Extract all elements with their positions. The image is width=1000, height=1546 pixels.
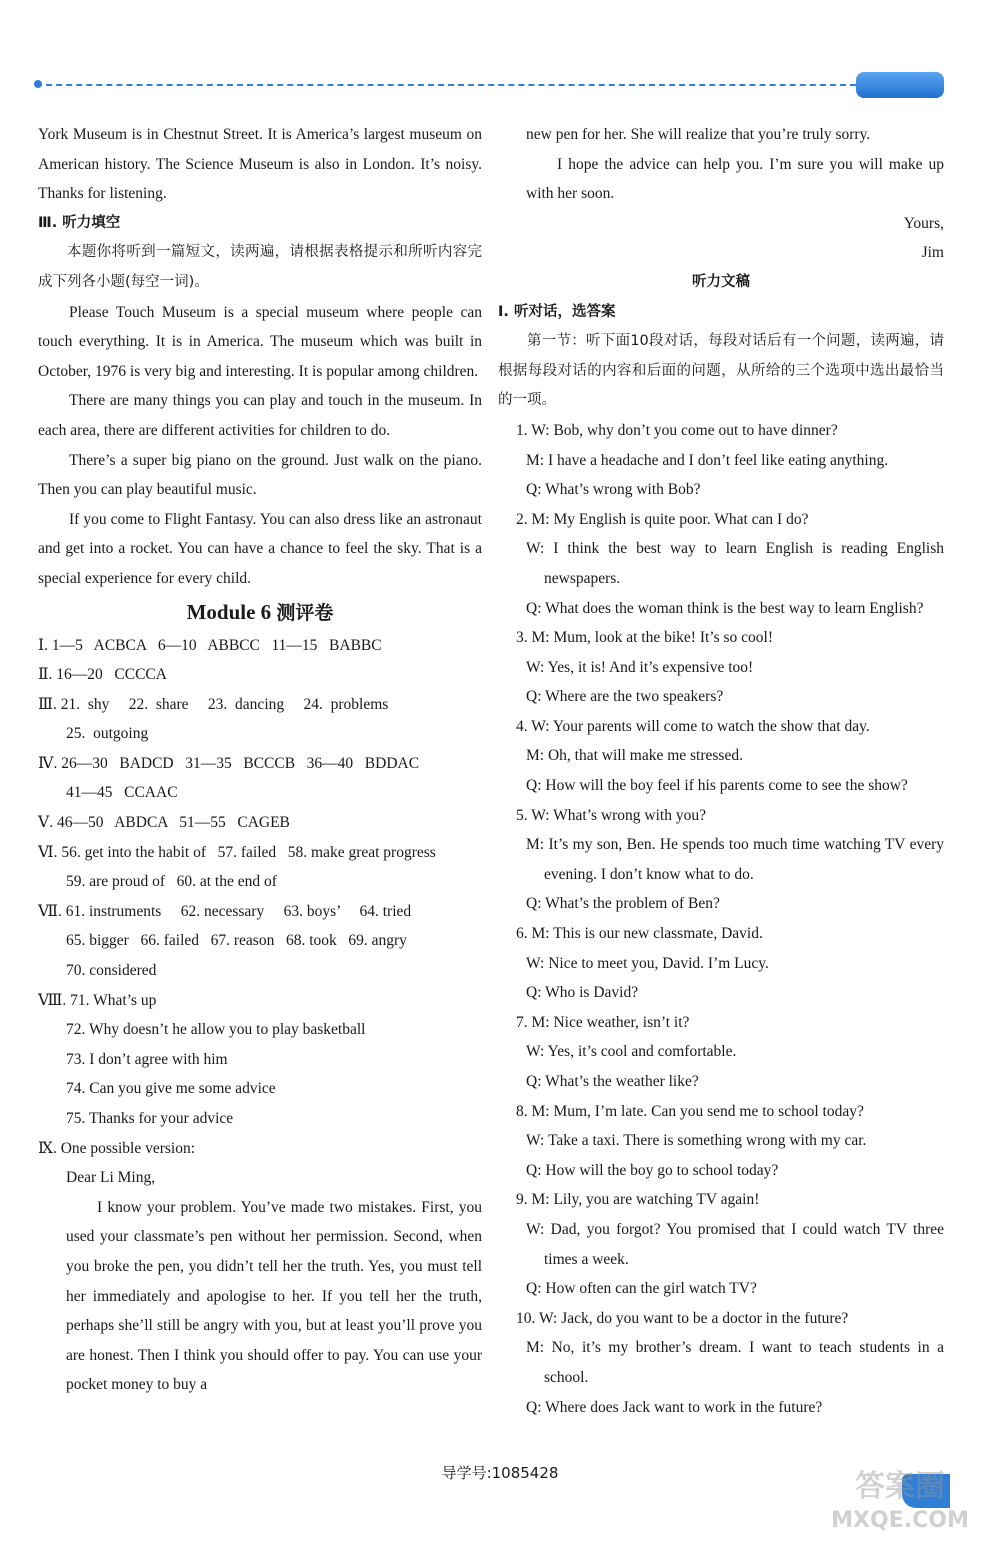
dialog-line-2: W: Nice to meet you, David. I’m Lucy. xyxy=(526,954,769,972)
dialog-line-2: M: Oh, that will make me stressed. xyxy=(526,747,743,765)
dialog-line-2: M: I have a headache and I don’t feel like eating anything. xyxy=(526,451,889,469)
dialog-question: Q: How often can the girl watch TV? xyxy=(526,1280,757,1298)
answer-line: 73. I don’t agree with him xyxy=(66,1050,228,1068)
section-1-instructions: 第一节：听下面10段对话，每段对话后有一个问题，读两遍，请根据每段对话的内容和后面的问题，从所给的三个选项中选出最恰当的一项。 xyxy=(498,333,944,409)
letter-body-tail: new pen for her. She will realize that you’re truly sorry. xyxy=(526,126,871,143)
listening-passage-tail: York Museum is in Chestnut Street. It is America’s largest museum on American history. The Science Museum is also in London. It’s noisy. Thanks for listening. xyxy=(38,126,482,203)
dialog-item xyxy=(498,801,944,919)
answer-line: Ⅸ. One possible version: xyxy=(38,1139,196,1157)
dialog-item xyxy=(498,919,944,1008)
dialog-line-2: W: Dad, you forgot? You promised that I could watch TV three times a week. xyxy=(526,1220,944,1268)
dialog-line-1: 5. W: What’s wrong with you? xyxy=(516,806,706,824)
dialog-item xyxy=(498,623,944,712)
passage-paragraph: Please Touch Museum is a special museum where people can touch everything. It is in America. The museum which was built in October, 1976 is very big and interesting. It is popular among children. xyxy=(38,303,482,380)
letter-yours: Yours, xyxy=(903,214,944,232)
dialog-line-2: M: It’s my son, Ben. He spends too much time watching TV every evening. I don’t know what to do. xyxy=(526,836,944,883)
dialog-line-1: 2. M: My English is quite poor. What can I do? xyxy=(516,510,809,528)
dialog-question: Q: How will the boy go to school today? xyxy=(526,1161,779,1179)
watermark-logo xyxy=(815,1470,985,1540)
answer-line: 59. are proud of 60. at the end of xyxy=(66,873,277,891)
dialog-line-1: 10. W: Jack, do you want to be a doctor in the future? xyxy=(516,1309,849,1327)
dialog-line-1: 8. M: Mum, I’m late. Can you send me to school today? xyxy=(516,1102,864,1120)
passage-paragraph: There’s a super big piano on the ground. Just walk on the piano. Then you can play beautiful music. xyxy=(38,451,482,499)
answer-line: Ⅷ. 71. What’s up xyxy=(38,991,157,1009)
module-title xyxy=(38,594,482,631)
dialog-item xyxy=(498,1304,944,1422)
dialog-question: Q: How will the boy feel if his parents come to see the show? xyxy=(526,777,908,795)
dialog-line-1: 6. M: This is our new classmate, David. xyxy=(516,925,763,943)
answer-line: Ⅱ. 16—20 CCCCA xyxy=(38,666,167,684)
answer-line: 65. bigger 66. failed 67. reason 68. took 69. angry xyxy=(66,932,407,950)
dialog-item xyxy=(498,712,944,801)
dialog-item xyxy=(498,1097,944,1186)
script-title: 听力文稿 xyxy=(692,273,750,290)
answer-line: 75. Thanks for your advice xyxy=(66,1110,234,1127)
dialog-question: Q: Where does Jack want to work in the future? xyxy=(526,1398,823,1416)
dialog-item xyxy=(498,505,944,623)
dialog-line-1: 9. M: Lily, you are watching TV again! xyxy=(516,1191,760,1209)
answer-line: Ⅵ. 56. get into the habit of 57. failed 58. make great progress xyxy=(38,843,436,861)
answer-line: Ⅶ. 61. instruments 62. necessary 63. boys’ 64. tried xyxy=(38,902,412,920)
dialog-line-1: 7. M: Nice weather, isn’t it? xyxy=(516,1013,690,1031)
dialog-line-2: W: Yes, it is! And it’s expensive too! xyxy=(526,658,754,676)
dialog-item xyxy=(498,1185,944,1303)
module-title-en: Module 6 xyxy=(186,599,272,624)
guide-number: 导学号:1085428 xyxy=(441,1464,559,1482)
dialog-question: Q: Who is David? xyxy=(526,984,639,1002)
dialog-question: Q: What does the woman think is the best way to learn English? xyxy=(526,599,924,617)
passage-paragraph: If you come to Flight Fantasy. You can also dress like an astronaut and get into a rocket. You can have a chance to feel the sky. That is a special experience for every child. xyxy=(38,510,482,587)
header-tab xyxy=(856,72,944,98)
dialog-line-2: M: No, it’s my brother’s dream. I want to teach students in a school. xyxy=(526,1339,944,1386)
dialog-line-1: 4. W: Your parents will come to watch the show that day. xyxy=(516,717,870,735)
section-3-title: Ⅲ. 听力填空 xyxy=(38,214,121,231)
dialog-line-2: W: Take a taxi. There is something wrong with my car. xyxy=(526,1132,867,1150)
section-3-instructions: 本题你将听到一篇短文，读两遍，请根据表格提示和所听内容完成下列各小题(每空一词)。 xyxy=(38,244,482,290)
answer-line: 25. outgoing xyxy=(66,725,149,743)
watermark-text: 答案圈 xyxy=(855,1469,945,1504)
passage-paragraph: There are many things you can play and touch in the museum. In each area, there are different activities for children to do. xyxy=(38,392,482,439)
answer-line: 41—45 CCAAC xyxy=(66,784,178,802)
dialog-list xyxy=(498,416,944,1422)
left-column xyxy=(38,120,482,1400)
letter-signature: Jim xyxy=(921,244,944,262)
dialog-question: Q: Where are the two speakers? xyxy=(526,688,724,706)
right-column xyxy=(498,120,944,1422)
dialog-line-2: W: Yes, it’s cool and comfortable. xyxy=(526,1043,737,1061)
letter-greeting: Dear Li Ming, xyxy=(66,1169,156,1187)
answer-line: Ⅳ. 26—30 BADCD 31—35 BCCCB 36—40 BDDAC xyxy=(38,754,420,772)
dialog-line-1: 3. M: Mum, look at the bike! It’s so cool! xyxy=(516,629,774,647)
dialog-item xyxy=(498,1008,944,1097)
answer-line: 74. Can you give me some advice xyxy=(66,1080,276,1098)
letter-body: I know your problem. You’ve made two mistakes. First, you used your classmate’s pen without her permission. Second, when you broke the pen, you didn’t tell her the truth. Yes, you must tell her immediately and apologise to her. If you tell her the truth, perhaps she’ll still be angry with you, but at least you’ll prove you are honest. Then I think you should offer to pay. You can use your pocket money to buy a xyxy=(66,1198,482,1394)
watermark-url: MXQE.COM xyxy=(831,1508,969,1533)
answer-line: Ⅲ. 21. shy 22. share 23. dancing 24. problems xyxy=(38,695,389,713)
dialog-question: Q: What’s the weather like? xyxy=(526,1073,699,1090)
answer-line: 72. Why doesn’t he allow you to play basketball xyxy=(66,1021,366,1039)
answer-line: Ⅰ. 1—5 ACBCA 6—10 ABBCC 11—15 BABBC xyxy=(38,636,382,654)
letter-closing-paragraph: I hope the advice can help you. I’m sure you will make up with her soon. xyxy=(526,155,944,203)
dialog-line-2: W: I think the best way to learn English is reading English newspapers. xyxy=(526,540,944,587)
section-1-title: Ⅰ. 听对话，选答案 xyxy=(498,303,616,320)
dialog-question: Q: What’s the problem of Ben? xyxy=(526,895,720,913)
answer-line: Ⅴ. 46—50 ABDCA 51—55 CAGEB xyxy=(38,814,290,832)
dialog-line-1: 1. W: Bob, why don’t you come out to have dinner? xyxy=(516,421,838,439)
dialog-item xyxy=(498,416,944,505)
module-title-zh: 测评卷 xyxy=(276,601,334,624)
answer-line: 70. considered xyxy=(66,962,157,980)
dialog-question: Q: What’s wrong with Bob? xyxy=(526,481,701,499)
header-dashed-rule xyxy=(36,84,856,86)
